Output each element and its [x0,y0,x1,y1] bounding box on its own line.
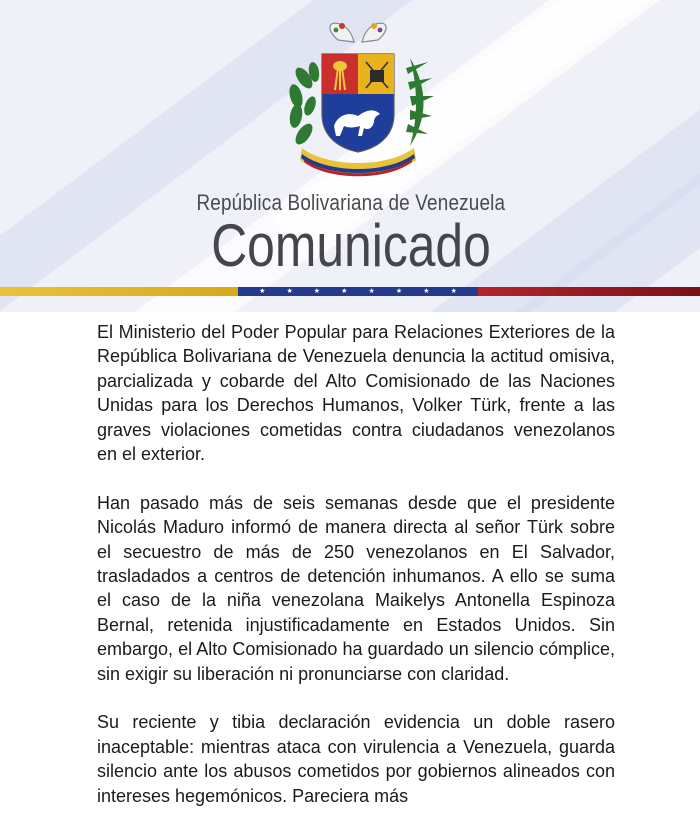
flag-band-yellow [0,287,238,296]
star-icon: ★ [341,288,348,295]
letterhead [0,0,700,312]
star-icon: ★ [450,288,457,295]
communique-body [97,320,615,832]
star-icon: ★ [368,288,375,295]
body-paragraph: Han pasado más de seis semanas desde que el presidente Nicolás Maduro informó de manera directa al señor Türk sobre el secuestro de más de 250 venezolanos en El Salvador, trasladados a centros de detención inhumanos. A ello se suma el caso de la niña venezolana Maikelys Antonella Espinoza Bernal, retenida injustificadamente en Estados Unidos. Sin embargo, el Alto Comisionado ha guardado un silencio cómplice, sin exigir su liberación ni pronunciarse con claridad. [97,492,615,684]
institution-name: República Bolivariana de Venezuela [196,190,506,215]
flag-band-red [478,287,700,296]
star-icon: ★ [259,288,266,295]
flag-band-blue [238,287,478,296]
flag-stars [238,287,478,296]
body-paragraph: Su reciente y tibia declaración evidencia un doble rasero inaceptable: mientras ataca con virulencia a Venezuela, guarda silencio ante los abusos cometidos por gobiernos alineados con intereses hegemónicos. Pareciera más [97,712,615,806]
body-paragraph: El Ministerio del Poder Popular para Relaciones Exteriores de la República Bolivariana de Venezuela denuncia la actitud omisiva, parcializada y cobarde del Alto Comisionado de las Naciones Unidas para los Derechos Humanos, Volker Türk, frente a las graves violaciones cometidas contra ciudadanos venezolanos en el exterior. [97,322,615,465]
star-icon: ★ [286,288,293,295]
document-title: Comunicado [211,212,491,279]
star-icon: ★ [423,288,430,295]
flag-band [0,287,700,296]
star-icon: ★ [395,288,403,295]
star-icon: ★ [313,288,321,295]
coat-of-arms-icon [278,18,438,180]
